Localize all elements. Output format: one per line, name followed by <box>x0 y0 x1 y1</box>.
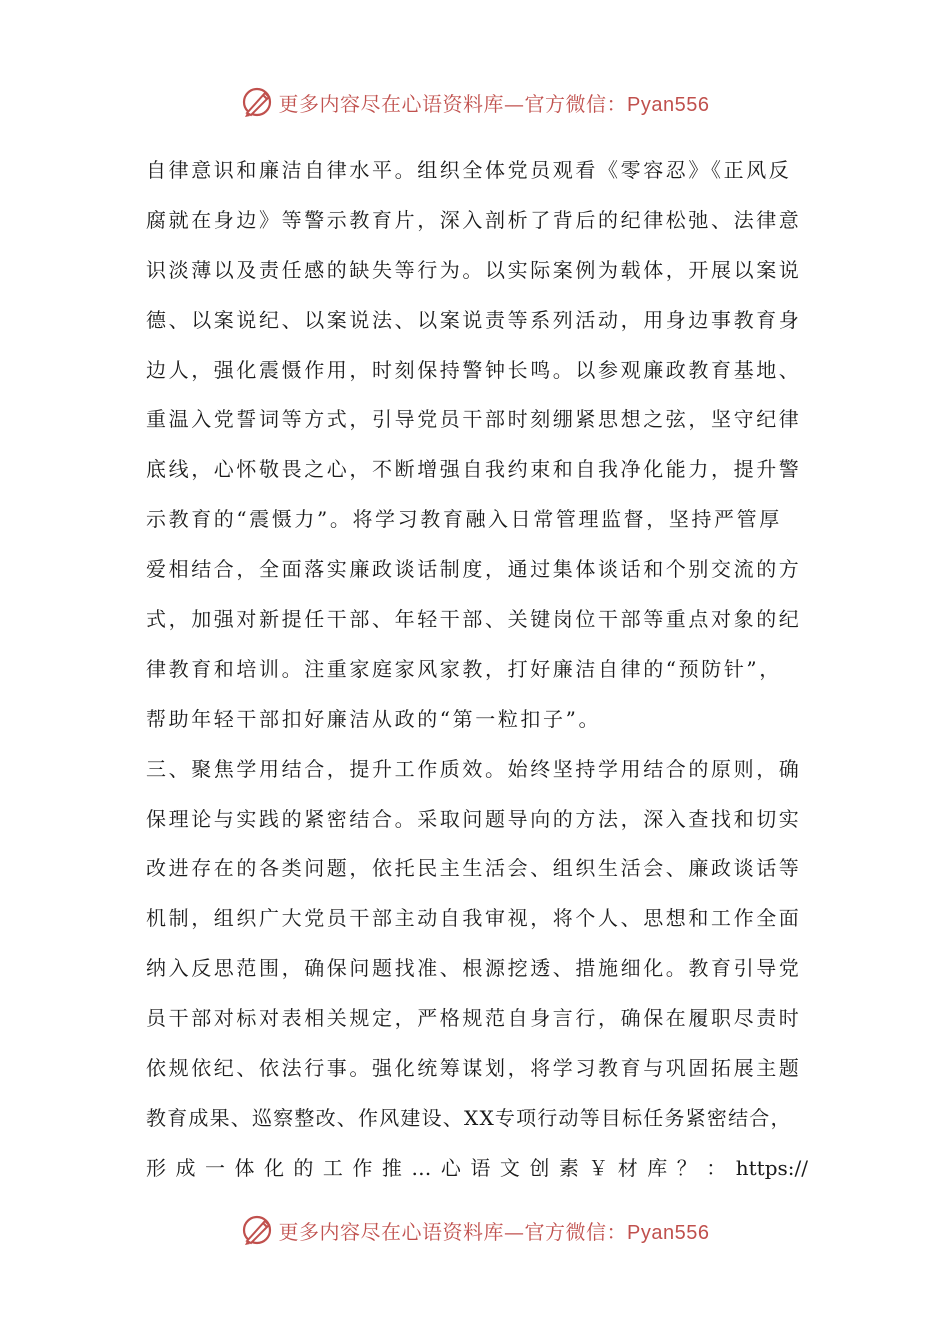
pen-logo-icon <box>241 85 275 119</box>
header-banner <box>0 80 950 124</box>
document-body <box>146 146 808 1194</box>
banner-text: 更多内容尽在心语资料库—官方微信：Pyan556 <box>278 1219 710 1244</box>
body-line: 识淡薄以及责任感的缺失等行为。以实际案例为载体，开展以案说 <box>146 257 802 282</box>
footer-banner <box>0 1208 950 1252</box>
body-line: 示教育的“震慑力”。将学习教育融入日常管理监督，坚持严管厚 <box>146 507 782 532</box>
body-line: 底线，心怀敬畏之心，不断增强自我约束和自我净化能力，提升警 <box>146 457 802 482</box>
body-line: 机制，组织广大党员干部主动自我审视，将个人、思想和工作全面 <box>146 906 802 931</box>
body-line: 爱相结合，全面落实廉政谈话制度，通过集体谈话和个别交流的方 <box>146 557 802 582</box>
body-line: 依规依纪、依法行事。强化统筹谋划，将学习教育与巩固拓展主题 <box>146 1056 802 1081</box>
body-line: 腐就在身边》等警示教育片，深入剖析了背后的纪律松弛、法律意 <box>146 207 802 232</box>
banner-text: 更多内容尽在心语资料库—官方微信：Pyan556 <box>278 91 710 116</box>
pen-logo-icon <box>241 1213 275 1247</box>
wechat-id: Pyan556 <box>627 1221 710 1244</box>
body-line: 员干部对标对表相关规定，严格规范自身言行，确保在履职尽责时 <box>146 1006 802 1031</box>
wechat-id: Pyan556 <box>627 93 710 116</box>
body-line: 纳入反思范围，确保问题找准、根源挖透、措施细化。教育引导党 <box>146 956 802 981</box>
body-line: 保理论与实践的紧密结合。采取问题导向的方法，深入查找和切实 <box>146 806 802 831</box>
body-line: 德、以案说纪、以案说法、以案说责等系列活动，用身边事教育身 <box>146 307 802 332</box>
body-line: 律教育和培训。注重家庭家风家教，打好廉洁自律的“预防针”， <box>146 656 782 681</box>
body-line: 式，加强对新提任干部、年轻干部、关键岗位干部等重点对象的纪 <box>146 607 802 632</box>
body-line: 重温入党誓词等方式，引导党员干部时刻绷紧思想之弦，坚守纪律 <box>146 407 802 432</box>
body-line: 边人，强化震慑作用，时刻保持警钟长鸣。以参观廉政教育基地、 <box>146 357 802 382</box>
body-line: 教育成果、巡察整改、作风建设、XX专项行动等目标任务紧密结合， <box>146 1105 792 1130</box>
body-line-truncated: 形成一体化的工作推…心语文创素￥材库？：https:// <box>146 1155 808 1180</box>
body-line: 帮助年轻干部扣好廉洁从政的“第一粒扣子”。 <box>146 706 602 731</box>
body-line: 改进存在的各类问题，依托民主生活会、组织生活会、廉政谈话等 <box>146 856 802 881</box>
section-heading-line: 三、聚焦学用结合，提升工作质效。始终坚持学用结合的原则，确 <box>146 756 802 781</box>
body-line: 自律意识和廉洁自律水平。组织全体党员观看《零容忍》《正风反 <box>146 158 792 182</box>
